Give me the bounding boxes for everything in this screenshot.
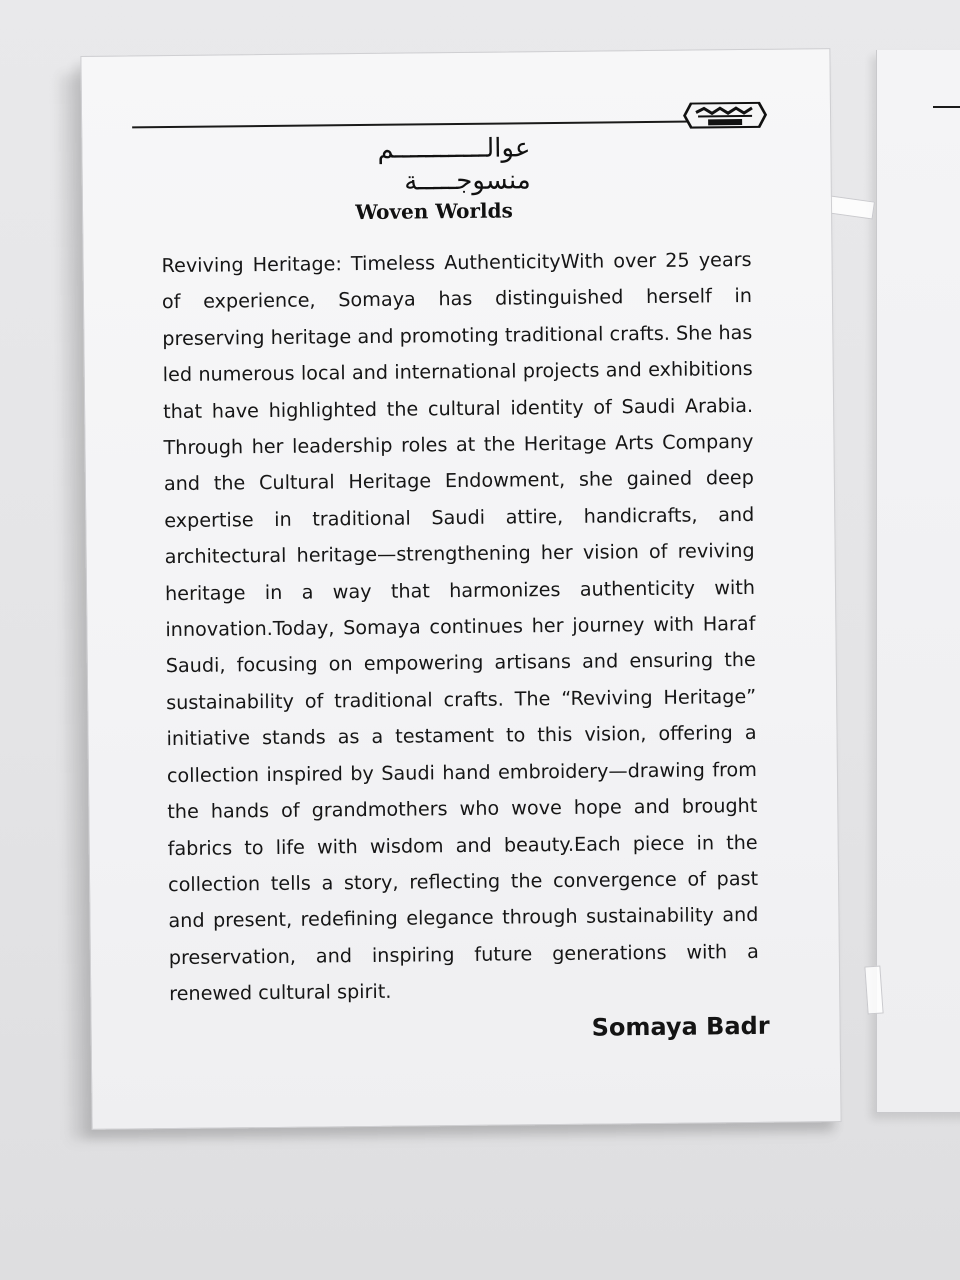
body-text: Reviving Heritage: Timeless AuthenticityWith over 25 years of experience, Somaya has distinguished herself in preserving heritage and promoting traditional crafts. She has led numerous local and international projects and exhibitions that have highlighted the cultural identity of Saudi Arabia. Through her leadership roles at the Heritage Arts Company and the Cultural Heritage Endowment, she gained deep expertise in traditional Saudi attire, handicrafts, and architectural heritage—strengthening her vision of reviving heritage in a way that harmonizes authenticity with innovation.Today, Somaya continues her journey with Haraf Saudi, focusing on empowering artisans and ensuring the sustainability of traditional crafts. The “Reviving Heritage” initiative stands as a testament to this vision, offering a collection inspired by Saudi hand embroidery—drawing from the hands of grandmothers who wove hope and brought fabrics to life with wisdom and beauty.Each piece in the collection tells a story, reflecting the convergence of past and present, redefining elegance through sustainability and preservation, and inspiring future generations with a renewed cultural spirit. [161,247,759,1006]
header-rule [132,121,692,129]
misnad-logo [682,100,768,131]
adjacent-panel-rule [933,106,960,108]
panel-title [318,132,549,224]
misnad-logo-icon [682,100,768,131]
title-arabic-line-1: عوالــــــــــــم [377,133,531,165]
adjacent-panel [876,50,960,1113]
tape-strip [864,966,883,1015]
title-english: Woven Worlds [355,198,513,225]
author-signature: Somaya Badr [591,1011,770,1042]
exhibition-panel [80,48,841,1130]
title-arabic-line-2: منسوجـــــة [404,165,531,197]
